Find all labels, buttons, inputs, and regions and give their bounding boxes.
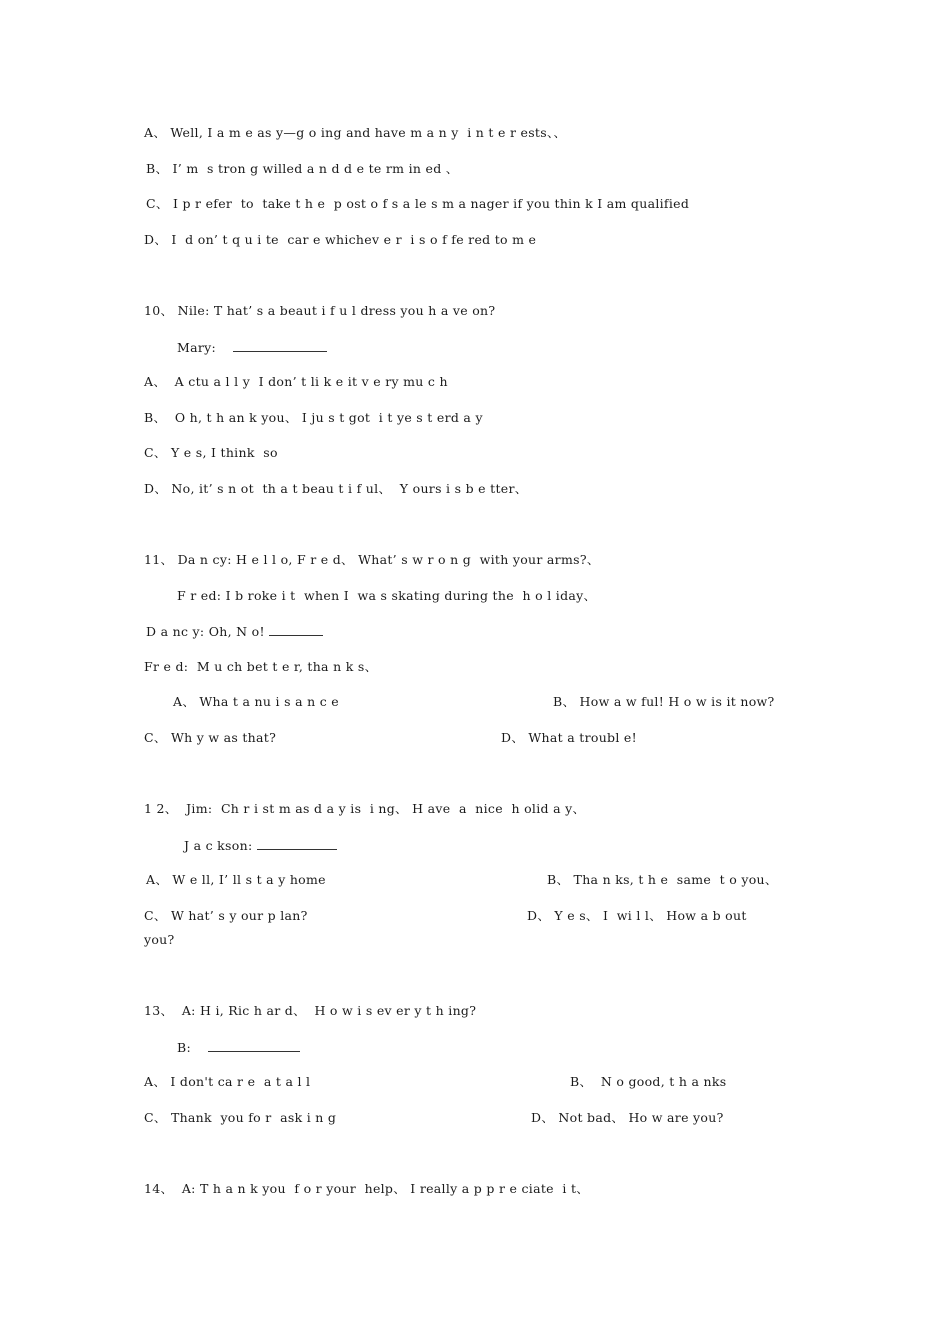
q12-option-d-continued: you?	[144, 932, 175, 947]
q12-reply	[184, 837, 337, 854]
q13-option-a: A、 I don't ca r e a t a l l	[144, 1074, 311, 1089]
q12-option-d: D、 Y e s、 I wi l l、 How a b out	[527, 908, 747, 923]
q13-option-d: D、 Not bad、 Ho w are you?	[531, 1110, 724, 1125]
q10-option-b: B、 O h, t h an k you、 I ju s t got i t ye s t erd a y	[144, 410, 483, 425]
q12-option-b: B、 Tha n ks, t h e same t o you、	[547, 872, 778, 887]
q14-stem: 14、 A: T h a n k you f o r your help、 I really a p p r e ciate i t、	[144, 1181, 590, 1196]
q11-dancy-text: D a nc y: Oh, N o!	[146, 624, 265, 639]
q10-stem: 10、 Nile: T hat’ s a beaut i f u l dress you h a ve on?	[144, 303, 496, 318]
q11-option-a: A、 Wha t a nu i s a n c e	[173, 694, 340, 709]
q12-stem: 1 2、 Jim: Ch r i st m as d a y is i ng、 H ave a nice h olid a y、	[144, 801, 586, 816]
q13-stem: 13、 A: H i, Ric h ar d、 H o w i s ev er y t h ing?	[144, 1003, 477, 1018]
q11-option-c: C、 Wh y w as that?	[144, 730, 277, 745]
q9-option-c: C、 I p r efer to take t h e p ost o f s a le s m a nager if you thin k I am qualified	[146, 196, 690, 211]
q11-option-d: D、 What a troubl e!	[501, 730, 637, 745]
answer-blank	[208, 1039, 300, 1052]
q12-speaker: J a c kson:	[184, 838, 253, 853]
answer-blank	[269, 623, 323, 636]
q12-option-a: A、 W e ll, I’ ll s t a y home	[146, 872, 326, 887]
q9-option-b: B、 I’ m s tron g willed a n d d e te rm in ed 、	[146, 161, 459, 176]
q10-option-a: A、 A ctu a l l y I don’ t li k e it v e ry mu c h	[144, 374, 448, 389]
q11-option-b: B、 How a w ful! H o w is it now?	[553, 694, 775, 709]
q9-option-a: A、 Well, I a m e as y—g o ing and have m a n y i n t e r ests、、	[144, 125, 567, 140]
q13-speaker: B:	[177, 1040, 191, 1055]
q10-option-c: C、 Y e s, I think so	[144, 445, 278, 460]
q11-fred-line: F r ed: I b roke i t when I wa s skating during the h o l iday、	[177, 588, 597, 603]
q11-stem: 11、 Da n cy: H e l l o, F r e d、 What’ s w r o n g with your arms?、	[144, 552, 600, 567]
q11-fred-reply: Fr e d: M u ch bet t e r, tha n k s、	[144, 659, 378, 674]
q13-option-b: B、 N o good, t h a nks	[570, 1074, 727, 1089]
q12-option-c: C、 W hat’ s y our p lan?	[144, 908, 308, 923]
q9-option-d: D、 I d on’ t q u i te car e whichev e r i s o f fe red to m e	[144, 232, 537, 247]
q10-reply	[177, 339, 327, 356]
answer-blank	[257, 837, 337, 850]
q13-reply	[177, 1039, 300, 1056]
q10-speaker: Mary:	[177, 340, 216, 355]
answer-blank	[233, 339, 327, 352]
q10-option-d: D、 No, it’ s n ot th a t beau t i f ul、 Y ours i s b e tter、	[144, 481, 528, 496]
q13-option-c: C、 Thank you fo r ask i n g	[144, 1110, 337, 1125]
q11-dancy-line	[146, 623, 323, 640]
